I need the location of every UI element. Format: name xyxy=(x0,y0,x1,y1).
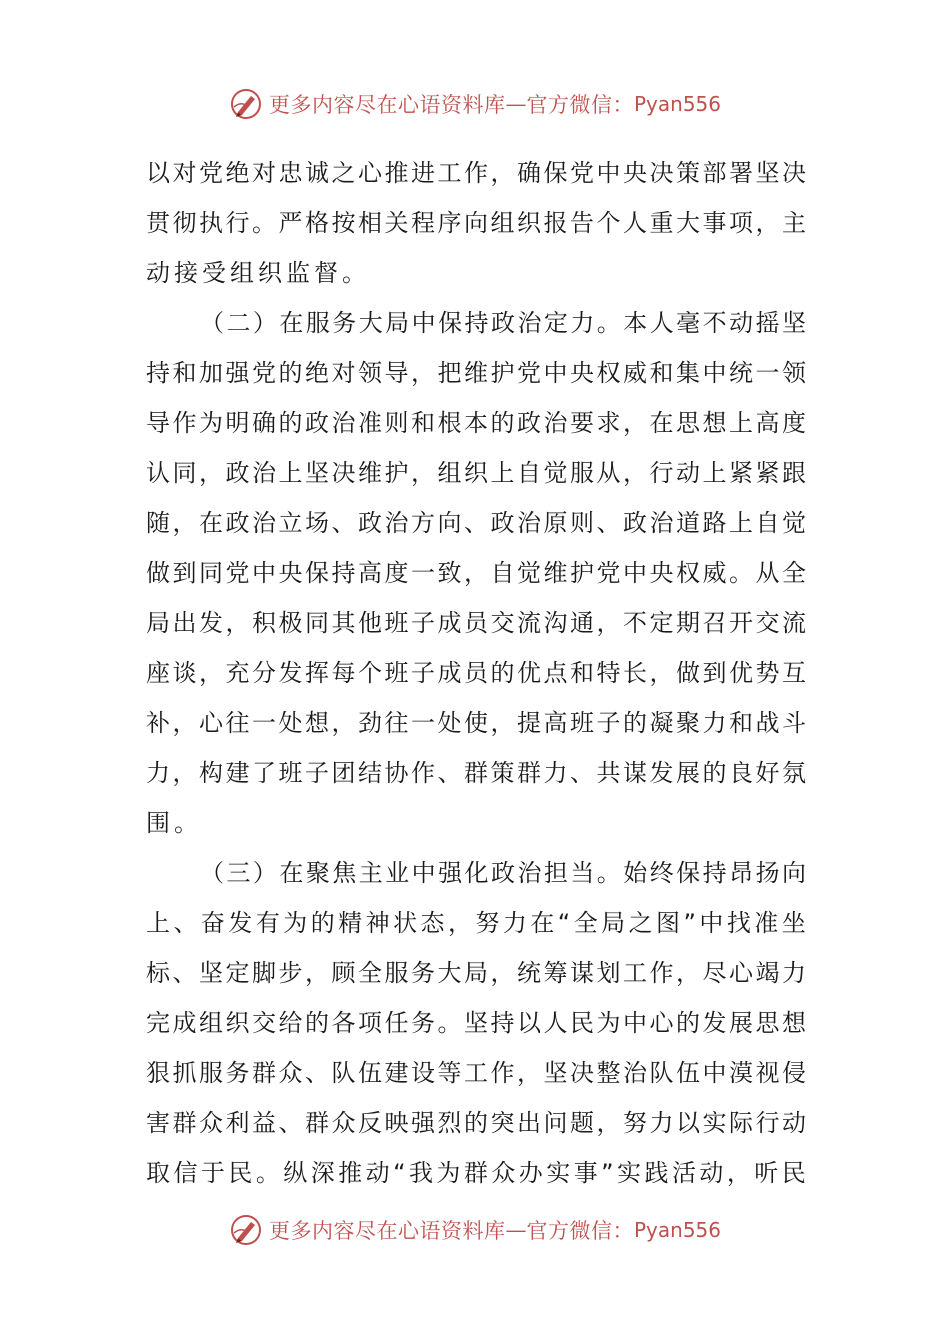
header-site-text: 更多内容尽在心语资料库 xyxy=(268,93,506,117)
body-line: （ 二 ） 在 服 务 大 局 中 保 持 政 治 定 力 。 本 人 毫 不 动 摇 坚 xyxy=(200,309,806,337)
footer-banner-content xyxy=(229,1213,721,1247)
header-banner xyxy=(0,84,950,124)
body-line: （ 三 ） 在 聚 焦 主 业 中 强 化 政 治 担 当 。 始 终 保 持 昂 扬 向 xyxy=(200,859,806,887)
body-line: 补 ， 心 往 一 处 想 ， 劲 往 一 处 使 ， 提 高 班 子 的 凝 聚 力 和 战 斗 xyxy=(146,709,806,737)
body-line: 上 、 奋 发 有 为 的 精 神 状 态 ， 努 力 在 “ 全 局 之 图 ” 中 找 准 坐 xyxy=(146,909,806,937)
body-line: 持 和 加 强 党 的 绝 对 领 导 ， 把 维 护 党 中 央 权 威 和 集 中 统 一 领 xyxy=(146,359,806,387)
body-line: 随 ， 在 政 治 立 场 、 政 治 方 向 、 政 治 原 则 、 政 治 道 路 上 自 觉 xyxy=(146,509,806,537)
body-line: 做 到 同 党 中 央 保 持 高 度 一 致 ， 自 觉 维 护 党 中 央 权 威 。 从 全 xyxy=(146,559,806,587)
footer-wechat-id: Pyan556 xyxy=(633,1218,721,1242)
pen-logo-icon xyxy=(229,1213,263,1247)
body-line: 导 作 为 明 确 的 政 治 准 则 和 根 本 的 政 治 要 求 ， 在 思 想 上 高 度 xyxy=(146,409,806,437)
pen-logo-icon xyxy=(229,87,263,121)
body-line: 取 信 于 民 。 纵 深 推 动 “ 我 为 群 众 办 实 事 ” 实 践 活 动 ， 听 民 xyxy=(146,1159,806,1187)
body-line: 力 ， 构 建 了 班 子 团 结 协 作 、 群 策 群 力 、 共 谋 发 展 的 良 好 氛 xyxy=(146,759,806,787)
header-wechat-id: Pyan556 xyxy=(633,92,721,116)
body-line: 害 群 众 利 益 、 群 众 反 映 强 烈 的 突 出 问 题 ， 努 力 以 实 际 行 动 xyxy=(146,1109,806,1137)
body-line: 局 出 发 ， 积 极 同 其 他 班 子 成 员 交 流 沟 通 ， 不 定 期 召 开 交 流 xyxy=(146,609,806,637)
body-line: 狠 抓 服 务 群 众 、 队 伍 建 设 等 工 作 ， 坚 决 整 治 队 伍 中 漠 视 侵 xyxy=(146,1059,806,1087)
footer-wechat-label: 官方微信： xyxy=(526,1219,634,1243)
footer-banner xyxy=(0,1210,950,1250)
footer-site-text: 更多内容尽在心语资料库 xyxy=(268,1219,506,1243)
body-line: 贯 彻 执 行 。 严 格 按 相 关 程 序 向 组 织 报 告 个 人 重 大 事 项 ， 主 xyxy=(146,209,806,237)
header-wechat-label: 官方微信： xyxy=(526,93,634,117)
body-line: 完 成 组 织 交 给 的 各 项 任 务 。 坚 持 以 人 民 为 中 心 的 发 展 思 想 xyxy=(146,1009,806,1037)
body-line: 座 谈 ， 充 分 发 挥 每 个 班 子 成 员 的 优 点 和 特 长 ， 做 到 优 势 互 xyxy=(146,659,806,687)
body-line: 围。 xyxy=(146,809,202,837)
body-line: 认 同 ， 政 治 上 坚 决 维 护 ， 组 织 上 自 觉 服 从 ， 行 动 上 紧 紧 跟 xyxy=(146,459,806,487)
body-line: 动接受组织监督。 xyxy=(146,259,370,287)
footer-separator: — xyxy=(505,1218,527,1242)
body-line: 标 、 坚 定 脚 步 ， 顾 全 服 务 大 局 ， 统 筹 谋 划 工 作 ， 尽 心 竭 力 xyxy=(146,959,806,987)
header-banner-content xyxy=(229,87,721,121)
header-separator: — xyxy=(505,92,527,116)
body-text xyxy=(146,148,806,1198)
body-line: 以 对 党 绝 对 忠 诚 之 心 推 进 工 作 ， 确 保 党 中 央 决 策 部 署 坚 决 xyxy=(146,159,806,187)
